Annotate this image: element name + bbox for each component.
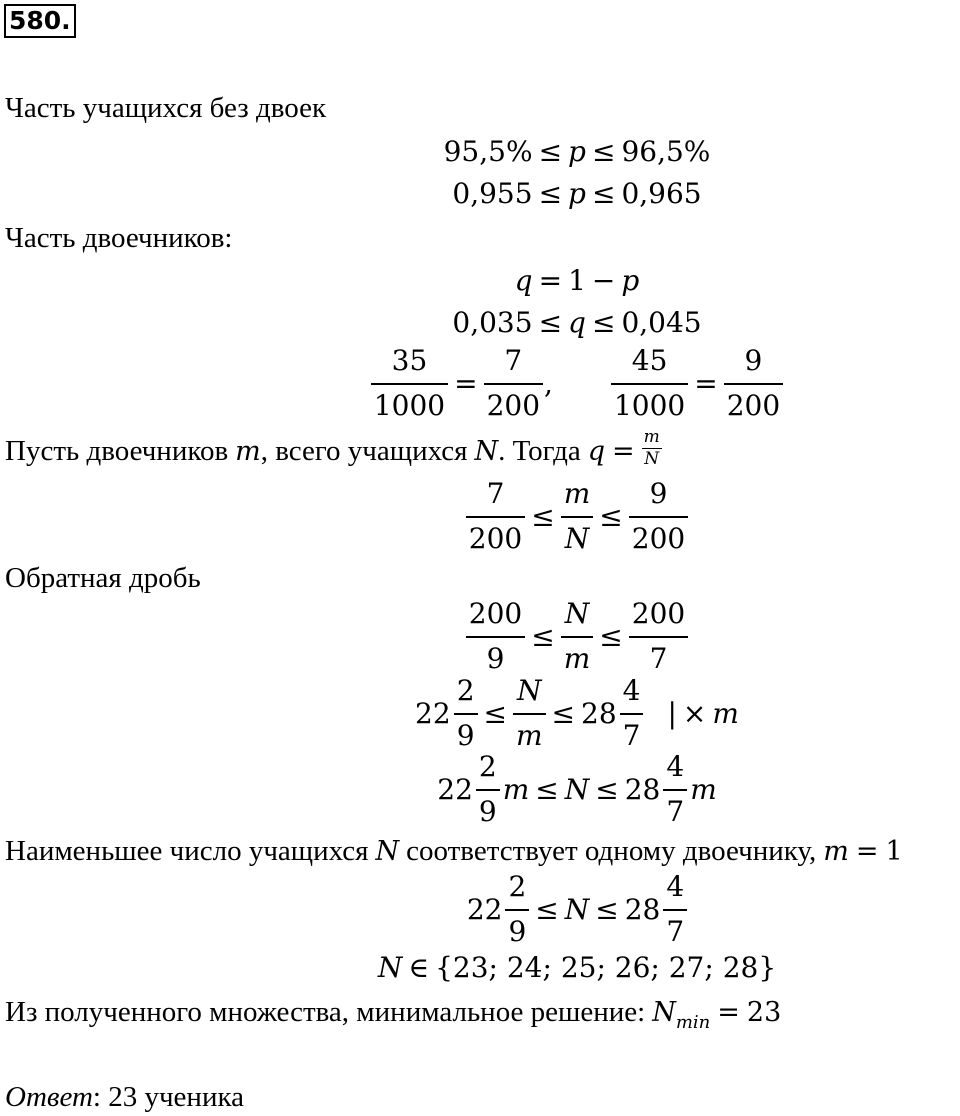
leq-sign: ≤ (595, 893, 619, 926)
variable-q: q (587, 436, 606, 468)
fraction-denominator: 9 (478, 794, 497, 828)
leq-sign: ≤ (531, 500, 555, 533)
text-let-twos-m-total-n (5, 427, 662, 473)
lower-bound: 0,955 (452, 177, 533, 210)
equals-sign: = (694, 367, 718, 400)
fraction (629, 479, 688, 555)
subscript-min: min (675, 1012, 711, 1033)
mixed-number (581, 676, 643, 752)
mixed-whole-part: 28 (624, 893, 661, 926)
fraction-numerator: 7 (466, 479, 525, 518)
fraction (663, 752, 687, 828)
answer-value: : 23 ученика (92, 1081, 244, 1113)
fraction-denominator: N (644, 449, 660, 469)
leq-sign: ≤ (591, 177, 616, 210)
leq-sign: ≤ (535, 773, 559, 806)
variable-p: p (621, 264, 640, 297)
formula-n-bounds-in-m (194, 752, 960, 828)
fraction-denominator: 200 (486, 388, 541, 422)
upper-bound: 0,965 (621, 177, 702, 210)
fraction-denominator: 1000 (373, 388, 446, 422)
variable-m: m (823, 836, 849, 867)
mixed-whole-part: 28 (581, 697, 617, 730)
upper-bound: 0,045 (621, 306, 702, 339)
fraction-denominator: 200 (726, 388, 781, 422)
variable-n: N (652, 997, 676, 1028)
fraction (663, 872, 687, 948)
fraction-numerator: 2 (476, 752, 500, 791)
comma: , (544, 367, 553, 400)
variable-m: m (235, 436, 261, 468)
fraction-denominator: 200 (468, 521, 523, 555)
variable-p: p (568, 177, 586, 210)
mixed-number (625, 872, 687, 948)
leq-sign: ≤ (595, 773, 619, 806)
lower-bound: 0,035 (452, 306, 533, 339)
formula-q-bounds (194, 306, 960, 340)
formula-mixed-bounds-times-m (194, 676, 960, 752)
fraction-numerator: 4 (663, 872, 687, 911)
formula-m-over-n-bounds (194, 479, 960, 555)
fraction (484, 346, 543, 422)
inline-fraction (642, 429, 662, 468)
fraction-denominator: 9 (456, 718, 475, 752)
lower-bound: 95,5% (443, 135, 533, 168)
minus-sign: − (591, 264, 616, 297)
formula-n-over-m-bounds (194, 599, 960, 675)
text-segment: соответствует одному двоечнику, (406, 835, 817, 867)
number: 1 (885, 836, 903, 867)
variable-n: N (375, 836, 400, 867)
mixed-number (437, 752, 499, 828)
multiply-sign: × (682, 697, 707, 730)
fraction-numerator: 2 (505, 872, 529, 911)
fraction-denominator: 9 (508, 914, 527, 948)
number: 1 (568, 264, 586, 297)
equals-sign: = (538, 264, 563, 297)
formula-fraction-simplification (194, 346, 960, 422)
leq-sign: ≤ (531, 620, 555, 653)
formula-decimal-bounds (194, 177, 960, 211)
fraction-numerator: 2 (454, 676, 478, 715)
fraction-denominator: 7 (666, 794, 685, 828)
problem-number: 580. (4, 4, 76, 38)
leq-sign: ≤ (538, 177, 563, 210)
variable-n: N (564, 893, 590, 926)
fraction (371, 346, 448, 422)
fraction-numerator: 9 (724, 346, 783, 385)
mixed-number (467, 872, 529, 948)
leq-sign: ≤ (535, 893, 559, 926)
answer-label: Ответ (5, 1081, 93, 1113)
fraction-denominator: 1000 (613, 388, 686, 422)
fraction (561, 479, 594, 555)
mixed-whole-part: 28 (624, 773, 661, 806)
equals-sign: = (454, 367, 478, 400)
fraction-numerator: 4 (663, 752, 687, 791)
answer-line (5, 1080, 244, 1115)
variable-p: p (568, 135, 586, 168)
variable-n: N (377, 951, 403, 984)
text-share-of-twos: Часть двоечников: (5, 222, 233, 254)
formula-percent-bounds (194, 135, 960, 169)
equals-sign: = (717, 997, 740, 1028)
fraction (454, 676, 478, 752)
number: 23 (746, 997, 782, 1028)
fraction-numerator: N (513, 676, 546, 715)
fraction-denominator: 7 (622, 718, 641, 752)
variable-n: N (474, 436, 499, 468)
fraction-numerator: m (643, 427, 660, 447)
fraction-numerator: 7 (484, 346, 543, 385)
fraction (629, 599, 688, 675)
element-of-sign: ∈ (408, 951, 430, 984)
fraction-denominator: N (564, 521, 590, 555)
mixed-whole-part: 22 (437, 773, 473, 806)
leq-sign: ≤ (538, 135, 563, 168)
fraction (561, 599, 594, 675)
fraction (611, 346, 688, 422)
leq-sign: ≤ (538, 306, 563, 339)
fraction-numerator: 200 (629, 599, 688, 638)
variable-q: q (568, 306, 586, 339)
vertical-bar: | (667, 697, 677, 730)
formula-q-definition (194, 264, 960, 298)
integer-set: {23; 24; 25; 26; 27; 28} (435, 951, 777, 984)
fraction-numerator: 200 (466, 599, 525, 638)
leq-sign: ≤ (591, 135, 616, 168)
text-segment: Пусть двоечников (5, 435, 229, 468)
fraction (466, 479, 525, 555)
fraction (466, 599, 525, 675)
mixed-number (625, 752, 687, 828)
leq-sign: ≤ (591, 306, 616, 339)
formula-n-set (194, 951, 960, 985)
fraction (505, 872, 529, 948)
fraction-denominator: m (515, 718, 543, 752)
equals-sign: = (612, 436, 635, 468)
leq-sign: ≤ (599, 620, 623, 653)
fraction-denominator: 7 (649, 641, 668, 675)
mixed-whole-part: 22 (466, 893, 503, 926)
fraction-denominator: m (563, 641, 591, 675)
upper-bound: 96,5% (621, 135, 711, 168)
text-smallest-number-of-students (5, 834, 903, 869)
fraction (620, 676, 644, 752)
equals-sign: = (855, 836, 879, 867)
variable-m: m (690, 773, 717, 806)
text-segment: , всего учащихся (260, 435, 468, 468)
text-segment: Наименьшее число учащихся (5, 835, 369, 867)
leq-sign: ≤ (551, 697, 576, 730)
fraction-numerator: 9 (629, 479, 688, 518)
mixed-number (415, 676, 477, 752)
fraction (476, 752, 500, 828)
fraction (724, 346, 783, 422)
fraction (513, 676, 546, 752)
fraction-denominator: 200 (631, 521, 686, 555)
variable-m: m (712, 697, 739, 730)
leq-sign: ≤ (483, 697, 507, 730)
fraction-numerator: 35 (371, 346, 448, 385)
text-reciprocal: Обратная дробь (5, 562, 201, 594)
text-minimal-solution (5, 995, 781, 1034)
fraction-numerator: 4 (620, 676, 644, 715)
text-students-without-twos: Часть учащихся без двоек (5, 92, 327, 124)
text-segment: . Тогда (498, 435, 581, 468)
mixed-whole-part: 22 (415, 697, 451, 730)
text-segment: Из полученного множества, минимальное решение: (5, 996, 646, 1028)
fraction-denominator: 9 (486, 641, 505, 675)
leq-sign: ≤ (599, 500, 623, 533)
fraction-numerator: m (561, 479, 594, 518)
variable-n: N (564, 773, 590, 806)
variable-m: m (502, 773, 530, 806)
variable-q: q (514, 264, 533, 297)
formula-n-mixed-bounds (194, 872, 960, 948)
fraction-numerator: N (561, 599, 594, 638)
fraction-denominator: 7 (666, 914, 685, 948)
fraction-numerator: 45 (611, 346, 688, 385)
